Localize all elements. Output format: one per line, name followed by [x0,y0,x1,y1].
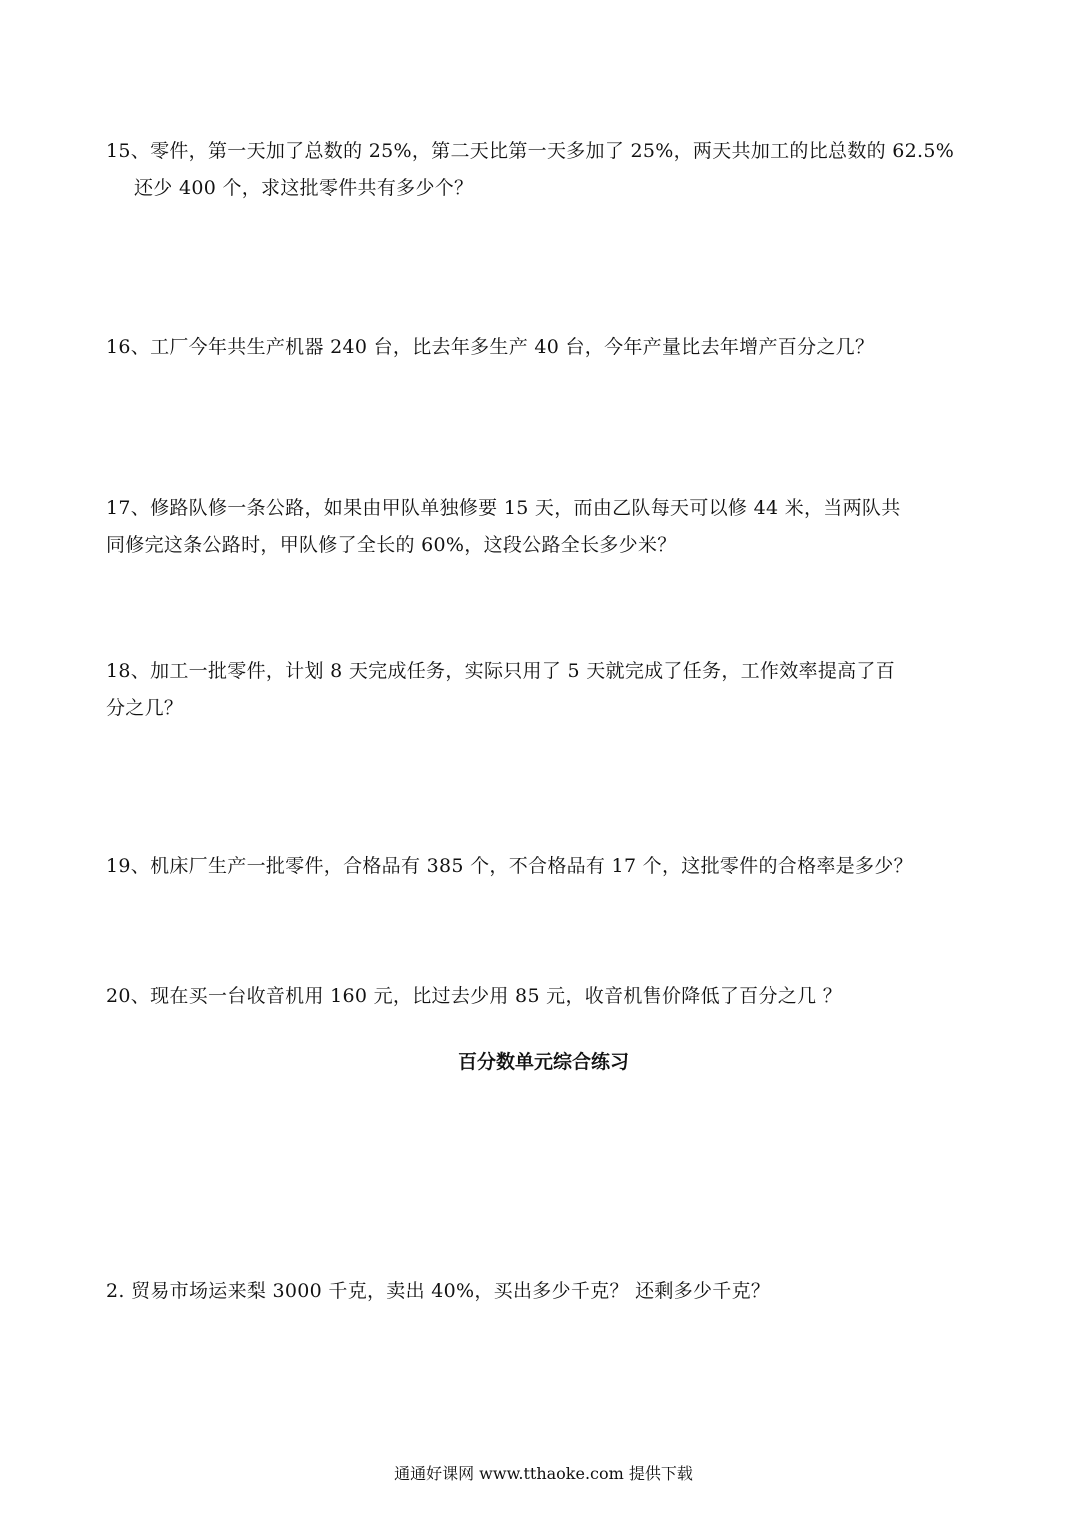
page-footer: 通通好课网 www.tthaoke.com 提供下载 [394,1464,693,1483]
question-15-line-1: 15、零件，第一天加了总数的 25%，第二天比第一天多加了 25%，两天共加工的比总数的 62.5% [106,140,955,162]
question-18-line-2: 分之几？ [106,697,184,719]
question-19-line-1: 19、机床厂生产一批零件，合格品有 385 个，不合格品有 17 个，这批零件的合格率是多少？ [106,855,913,877]
question-16 [106,329,986,366]
question-18-line-1: 18、加工一批零件，计划 8 天完成任务，实际只用了 5 天就完成了任务，工作效率提高了百 [106,660,896,682]
question-15-line-2: 还少 400 个，求这批零件共有多少个？ [134,177,474,199]
section-title: 百分数单元综合练习 [457,1051,629,1073]
question-19 [106,848,986,885]
question-20-line-1: 20、现在买一台收音机用 160 元，比过去少用 85 元，收音机售价降低了百分之几 ？ [106,985,843,1007]
question-17-line-1: 17、修路队修一条公路，如果由甲队单独修要 15 天，而由乙队每天可以修 44 米，当两队共 [106,497,901,519]
question-20 [106,978,986,1015]
question-17 [106,490,986,564]
question-17-line-2: 同修完这条公路时，甲队修了全长的 60%，这段公路全长多少米？ [106,534,677,556]
question-2-line-1: 2. 贸易市场运来梨 3000 千克，卖出 40%，买出多少千克？ 还剩多少千克？ [106,1280,771,1302]
question-15 [106,133,986,207]
question-16-line-1: 16、工厂今年共生产机器 240 台，比去年多生产 40 台，今年产量比去年增产百分之几？ [106,336,875,358]
question-18 [106,653,986,727]
question-2 [106,1273,986,1310]
